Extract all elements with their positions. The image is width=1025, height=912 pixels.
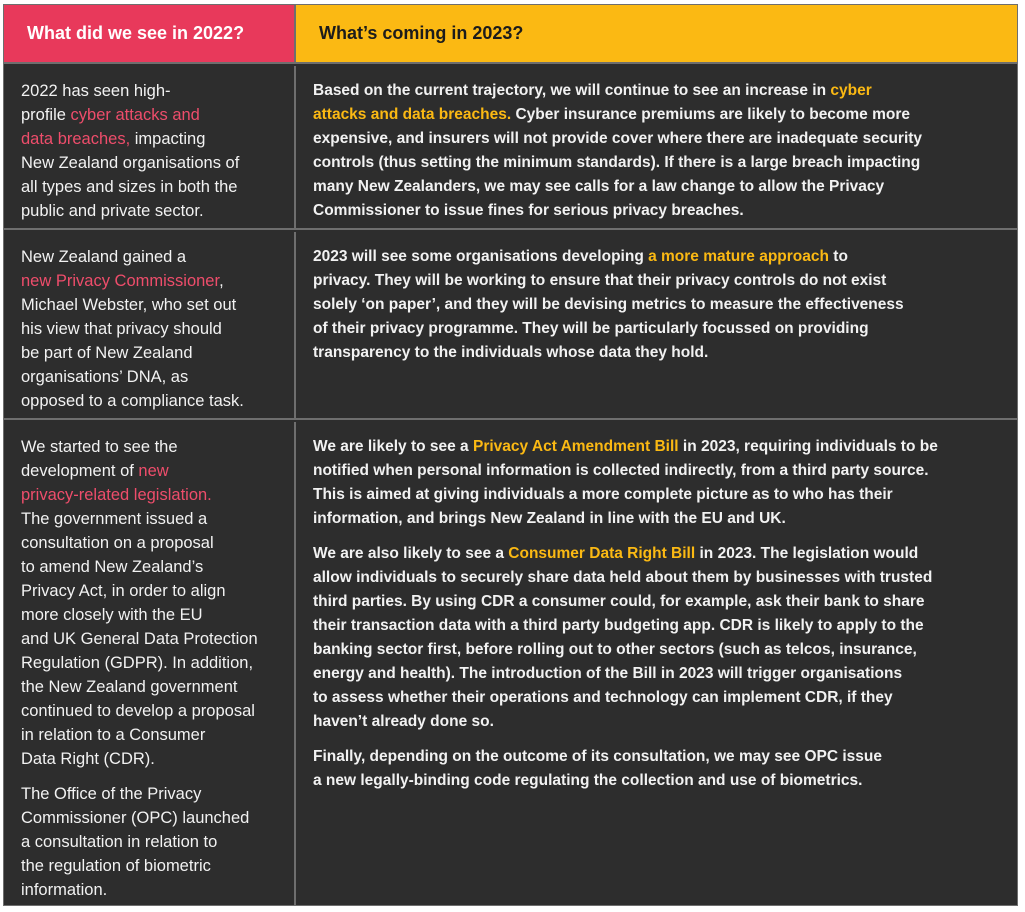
cell-text: New Zealand gained a new Privacy Commissioner, Michael Webster, who set out his view that privacy should be part of New Zealand organisations’ DNA, as opposed to a compliance task.	[21, 248, 244, 410]
header-row	[4, 5, 1017, 64]
highlight-text: a more mature approach	[648, 248, 829, 265]
cell-text: 2022 has seen high- profile cyber attacks and data breaches, impacting New Zealand organisations of all types and sizes in both the public and private sector.	[21, 82, 240, 220]
highlight-text: new	[138, 462, 169, 480]
header-2022: What did we see in 2022?	[4, 5, 296, 62]
table-row	[4, 66, 1017, 230]
cell-2022	[4, 422, 296, 905]
highlight-text: cyber attacks and	[70, 106, 200, 124]
cell-text	[21, 422, 294, 902]
cell-2022	[4, 232, 296, 418]
paragraph: The Office of the Privacy Commissioner (OPC) launched a consultation in relation to the regulation of biometric information.	[21, 785, 250, 899]
highlight-text: privacy-related legislation.	[21, 486, 212, 504]
cell-2023	[296, 232, 1017, 418]
cell-text	[313, 422, 1017, 793]
highlight-text: new Privacy Commissioner	[21, 272, 220, 290]
highlight-text: data breaches,	[21, 130, 131, 148]
paragraph: We are likely to see a Privacy Act Amendment Bill in 2023, requiring individuals to be notified when personal information is collected indirectly, from a third party source. This is aimed at giving individuals a more complete picture as to who has their information, and brings New Zealand in line with the EU and UK.	[313, 438, 938, 527]
cell-2023	[296, 422, 1017, 905]
paragraph: We are also likely to see a Consumer Data Right Bill in 2023. The legislation would allow individuals to securely share data held about them by businesses with trusted third parties. By using CDR a consumer could, for example, ask their bank to share their transaction data with a third party budgeting app. CDR is likely to apply to the banking sector first, before rolling out to other sectors (such as telcos, insurance, energy and health). The introduction of the Bill in 2023 will trigger organisations to assess whether their operations and technology can implement CDR, if they haven’t already done so.	[313, 545, 933, 730]
table-row	[4, 422, 1017, 905]
cell-2022	[4, 66, 296, 228]
highlight-text: Consumer Data Right Bill	[508, 545, 696, 562]
table-row	[4, 232, 1017, 420]
highlight-text: attacks and data breaches.	[313, 106, 512, 123]
highlight-text: cyber	[830, 82, 872, 99]
cell-2023	[296, 66, 1017, 228]
cell-text: Based on the current trajectory, we will continue to see an increase in cyber attacks and data breaches. Cyber insurance premiums are likely to become more expensive, and insurers will not provide cover where there are inadequate security controls (thus setting the minimum standards). If there is a large breach impacting many New Zealanders, we may see calls for a law change to allow the Privacy Commissioner to issue fines for serious privacy breaches.	[313, 82, 923, 219]
cell-text: 2023 will see some organisations developing a more mature approach to privacy. They will be working to ensure that their privacy controls do not exist solely ‘on paper’, and they will be devising metrics to measure the effectiveness of their privacy programme. They will be particularly focussed on providing transparency to the individuals whose data they hold.	[313, 248, 904, 361]
header-2023: What’s coming in 2023?	[296, 5, 1017, 62]
comparison-table	[3, 4, 1018, 906]
paragraph: We started to see the development of new privacy-related legislation. The government issued a consultation on a proposal to amend New Zealand’s Privacy Act, in order to align more closely with the EU and UK General Data Protection Regulation (GDPR). In addition, the New Zealand government continued to develop a proposal in relation to a Consumer Data Right (CDR).	[21, 438, 258, 768]
paragraph: Finally, depending on the outcome of its consultation, we may see OPC issue a new legally-binding code regulating the collection and use of biometrics.	[313, 748, 883, 789]
highlight-text: Privacy Act Amendment Bill	[472, 438, 679, 455]
